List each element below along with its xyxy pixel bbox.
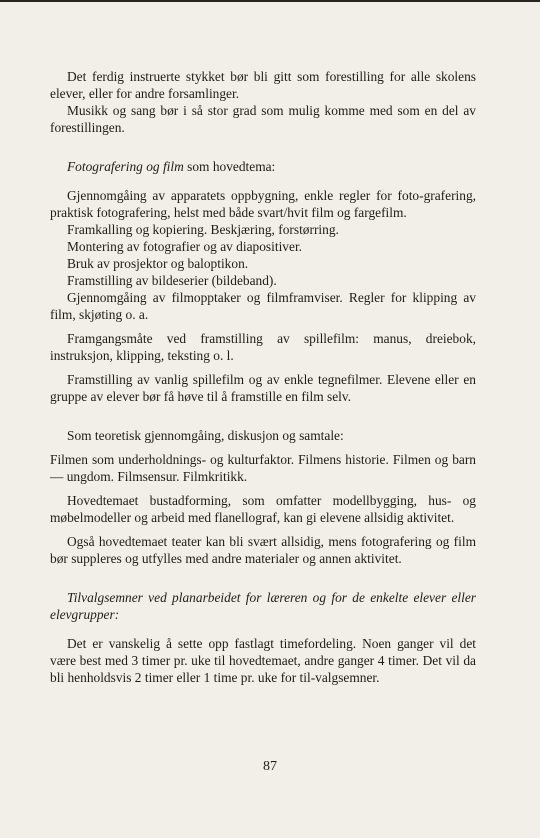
paragraph-film-camera: Gjennomgåing av filmopptaker og filmframviser. Regler for klipping av film, skjøting o. a.: [50, 290, 476, 322]
paragraph-theatre-theme: Også hovedtemaet teater kan bli svært allsidig, mens fotografering og film bør suppleres og utfylles med andre materialer og annen aktivitet.: [50, 534, 476, 566]
paragraph-production: Framstilling av vanlig spillefilm og av enkle tegnefilmer. Elevene eller en gruppe av elever bør få høve til å framstille en film selv.: [50, 372, 476, 404]
paragraph-developing: Framkalling og kopiering. Beskjæring, forstørring.: [67, 222, 339, 237]
page-number: 87: [263, 759, 277, 774]
paragraph-projector: Bruk av prosjektor og baloptikon.: [67, 256, 249, 271]
paragraph-performance: Det ferdig instruerte stykket bør bli gitt som forestilling for alle skolens elever, eller for andre forsamlinger.: [50, 69, 476, 101]
paragraph-theory-intro: Som teoretisk gjennomgåing, diskusjon og samtale:: [67, 428, 344, 443]
heading-photo-film-rest: som hovedtema:: [183, 159, 276, 174]
page-body: [50, 68, 476, 686]
heading-photo-film-italic: Fotografering og film: [67, 159, 184, 174]
page-top-edge: [0, 0, 540, 2]
heading-elective-subjects: Tilvalgsemner ved planarbeidet for læreren og for de enkelte elever eller elevgrupper:: [50, 590, 476, 622]
paragraph-music: Musikk og sang bør i så stor grad som mulig komme med som en del av forestillingen.: [50, 103, 476, 135]
paragraph-picture-series: Framstilling av bildeserier (bildeband).: [67, 273, 277, 288]
paragraph-time-allocation: Det er vanskelig å sette opp fastlagt timefordeling. Noen ganger vil det være best med 3 timer pr. uke til hovedtemaet, andre ganger 4 timer. Det vil da bli henholdsvis 2 timer eller 1 time pr. uke for til-valgsemner.: [50, 636, 476, 685]
paragraph-procedure: Framgangsmåte ved framstilling av spillefilm: manus, dreiebok, instruksjon, klipping, teksting o. l.: [50, 331, 476, 363]
paragraph-housing-theme: Hovedtemaet bustadforming, som omfatter modellbygging, hus- og møbelmodeller og arbeid med flanellograf, kan gi elevene allsidig aktivitet.: [50, 493, 476, 525]
paragraph-film-topics: Filmen som underholdnings- og kulturfaktor. Filmens historie. Filmen og barn — ungdom. Filmsensur. Filmkritikk.: [50, 452, 476, 484]
heading-photo-film: [50, 158, 476, 175]
paragraph-mounting: Montering av fotografier og av diapositiver.: [67, 239, 303, 254]
paragraph-camera-review: Gjennomgåing av apparatets oppbygning, enkle regler for foto-grafering, praktisk fotografering, helst med både svart/hvit film og fargefilm.: [50, 188, 476, 220]
